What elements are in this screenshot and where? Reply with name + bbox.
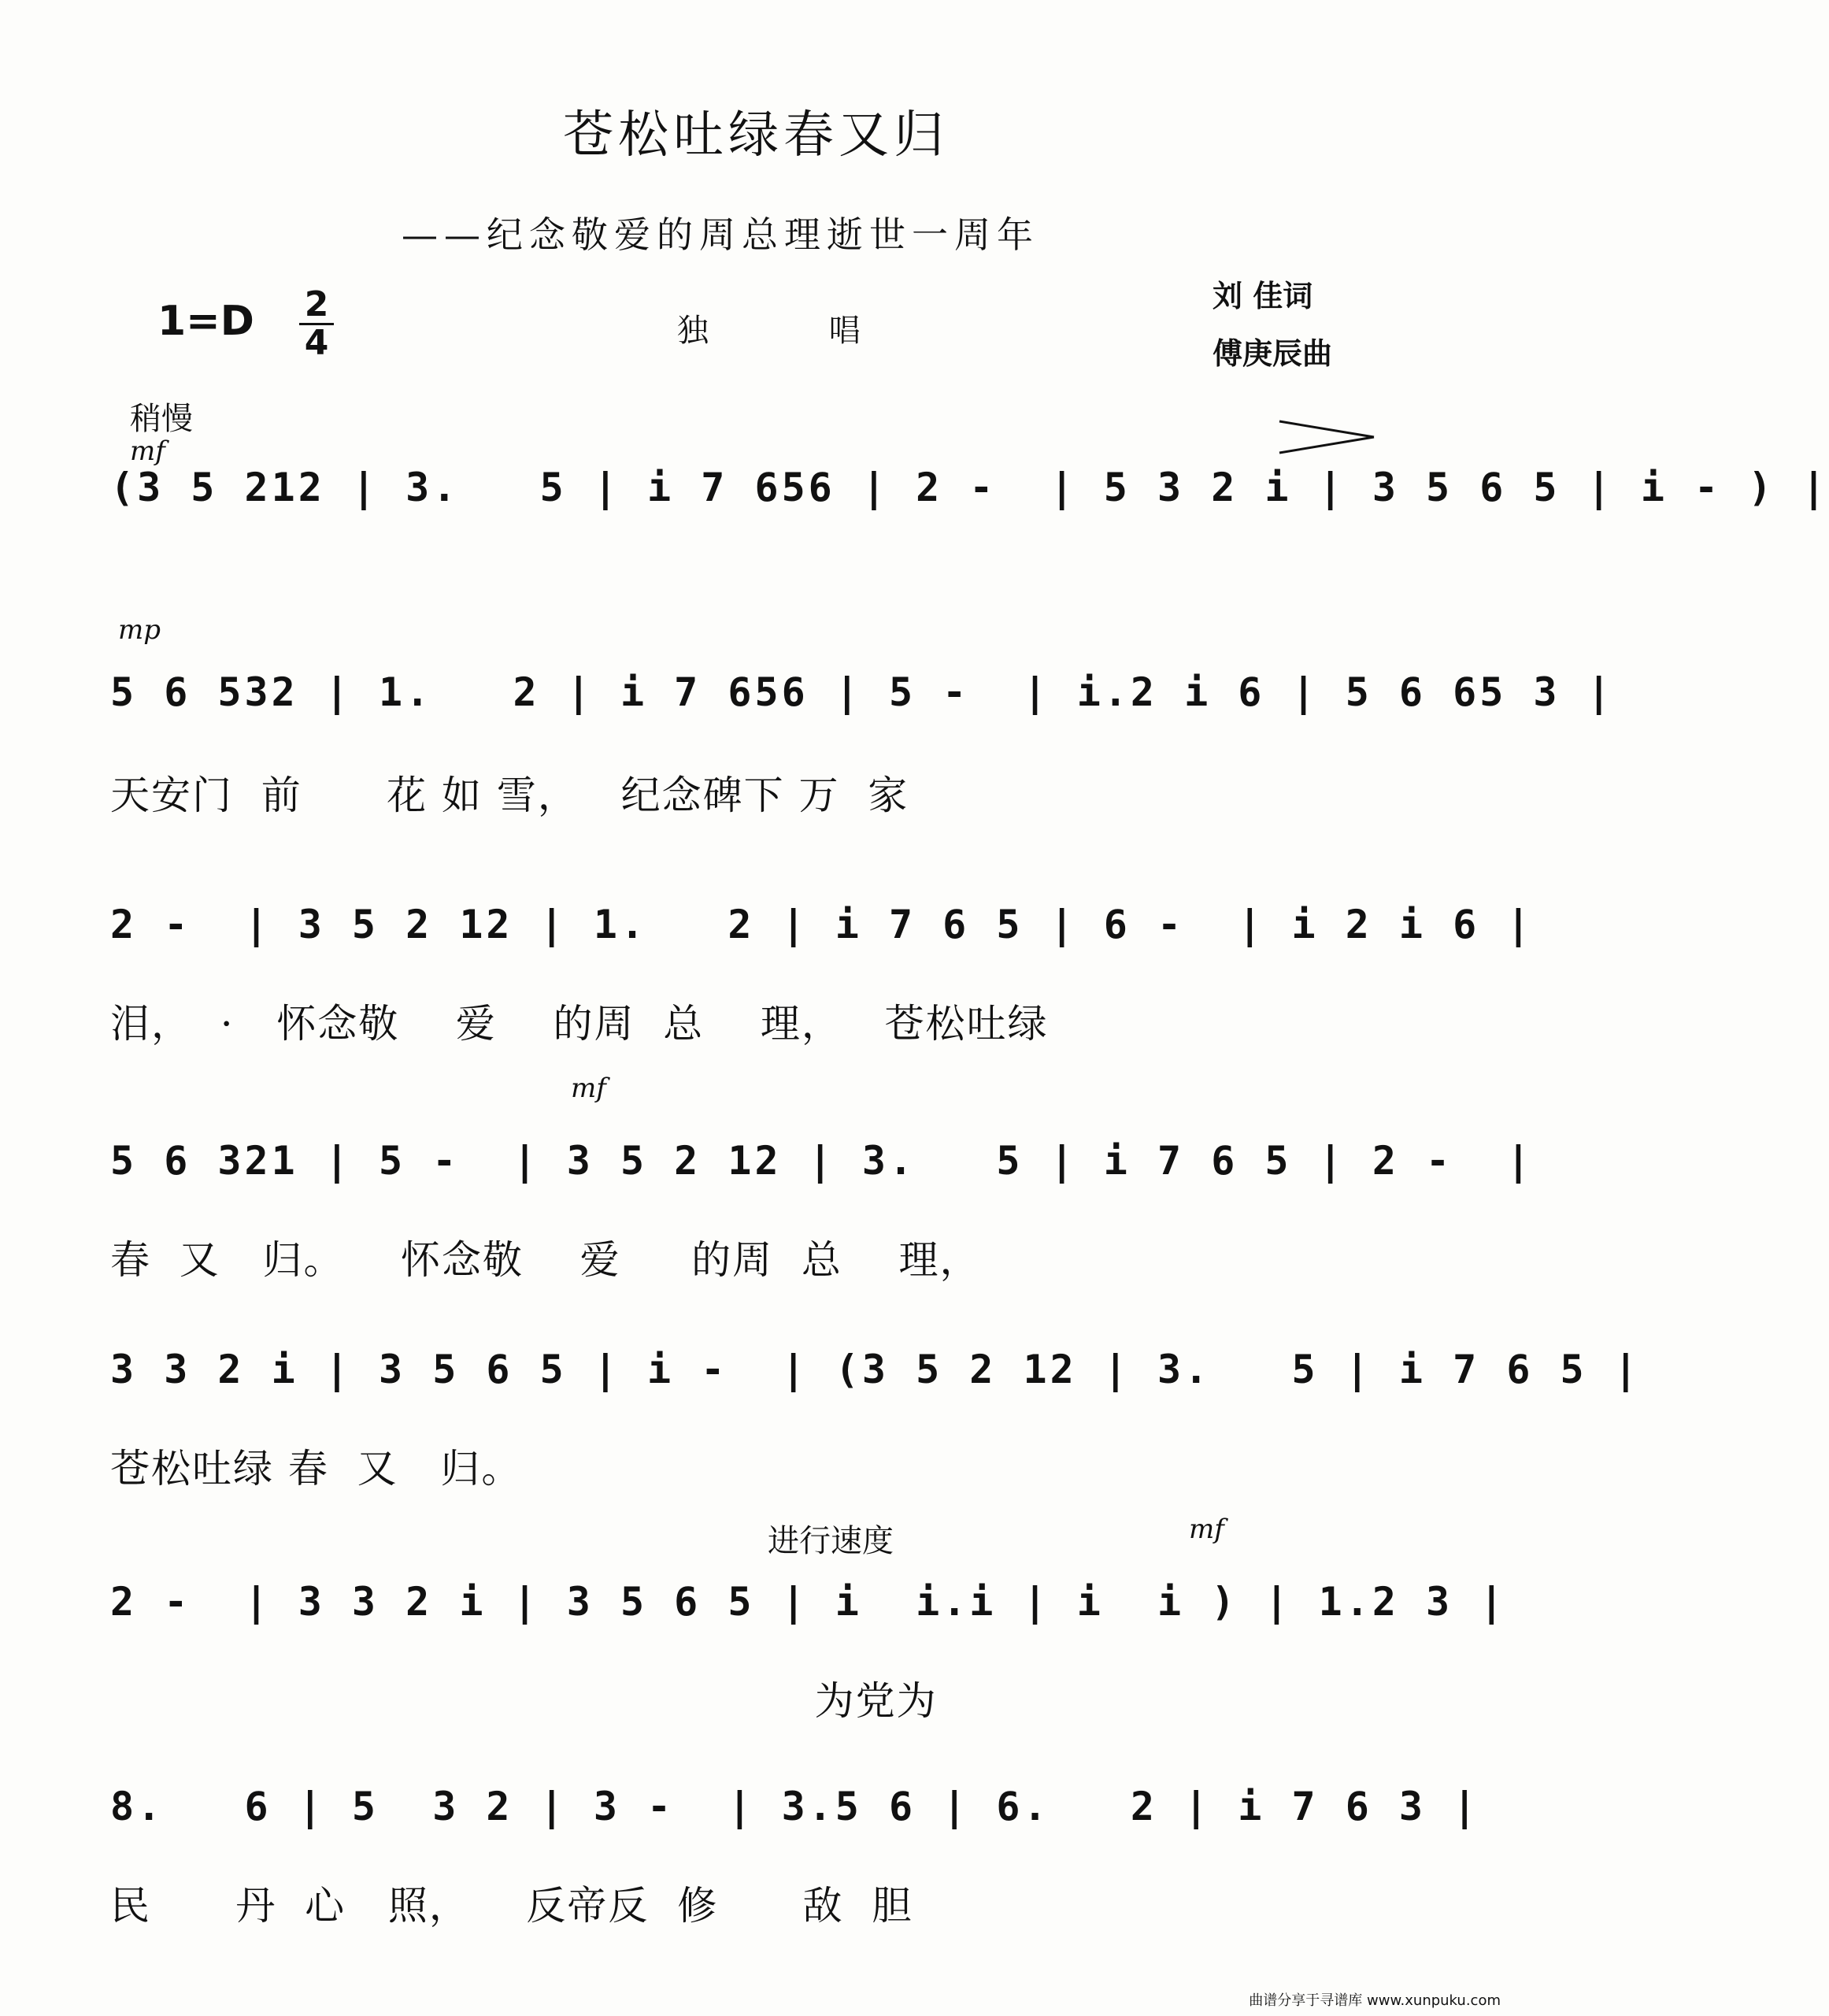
time-signature-top: 2 (304, 284, 329, 324)
notation-line: 3 3 2 i | 3 5 6 5 | i - | (3 5 2 12 | 3. 5 | i 7 6 5 | (110, 1347, 1641, 1392)
notation-line: 8. 6 | 5 3 2 | 3 - | 3.5 6 | 6. 2 | i 7 6 3 | (110, 1784, 1480, 1829)
notation-line: 2 - | 3 3 2 i | 3 5 6 5 | i i.i | i i ) | 1.2 3 | (110, 1579, 1507, 1625)
footer-watermark: 曲谱分享于寻谱库 www.xunpuku.com (1249, 1992, 1501, 2009)
key-signature: 1=D (157, 298, 254, 345)
dynamic-marking: mf (571, 1073, 606, 1104)
performance-type: 独 唱 (677, 313, 916, 349)
lyricist-credit: 刘 佳词 (1213, 279, 1313, 313)
dynamic-marking: mp (118, 614, 161, 646)
notation-line: 2 - | 3 5 2 12 | 1. 2 | i 7 6 5 | 6 - | i 2 i 6 | (110, 902, 1534, 947)
time-signature-bottom: 4 (299, 323, 334, 361)
tempo-marking: 稍慢 (130, 401, 193, 437)
accent-hairpin-icon (1275, 417, 1378, 457)
dynamic-marking: mf (1189, 1514, 1224, 1545)
lyrics-line: 民 丹 心 照， 反帝反 修 敌 胆 (110, 1883, 913, 1929)
lyrics-line: 天安门 前 花 如 雪， 纪念碑下 万 家 (110, 773, 909, 818)
song-subtitle: ——纪念敬爱的周总理逝世一周年 (402, 213, 1039, 256)
lyrics-line: 泪， · 怀念敬 爱 的周 总 理， 苍松吐绿 (110, 1001, 1049, 1047)
song-title: 苍松吐绿春又归 (563, 106, 949, 165)
notation-line: 5 6 321 | 5 - | 3 5 2 12 | 3. 5 | i 7 6 5 | 2 - | (110, 1138, 1534, 1184)
notation-line: (3 5 212 | 3. 5 | i 7 656 | 2 - | 5 3 2 i | 3 5 6 5 | i - ) | (110, 465, 1829, 510)
time-signature (299, 284, 334, 363)
lyrics-line: 为党为 (110, 1678, 938, 1724)
lyrics-line: 春 又 归。 怀念敬 爱 的周 总 理， (110, 1237, 981, 1283)
composer-credit: 傅庚辰曲 (1213, 336, 1333, 371)
lyrics-line: 苍松吐绿 春 又 归。 (110, 1446, 523, 1492)
tempo-marking: 进行速度 (768, 1523, 894, 1559)
dynamic-marking: mf (130, 435, 165, 467)
notation-line: 5 6 532 | 1. 2 | i 7 656 | 5 - | i.2 i 6 | 5 6 65 3 | (110, 669, 1614, 715)
